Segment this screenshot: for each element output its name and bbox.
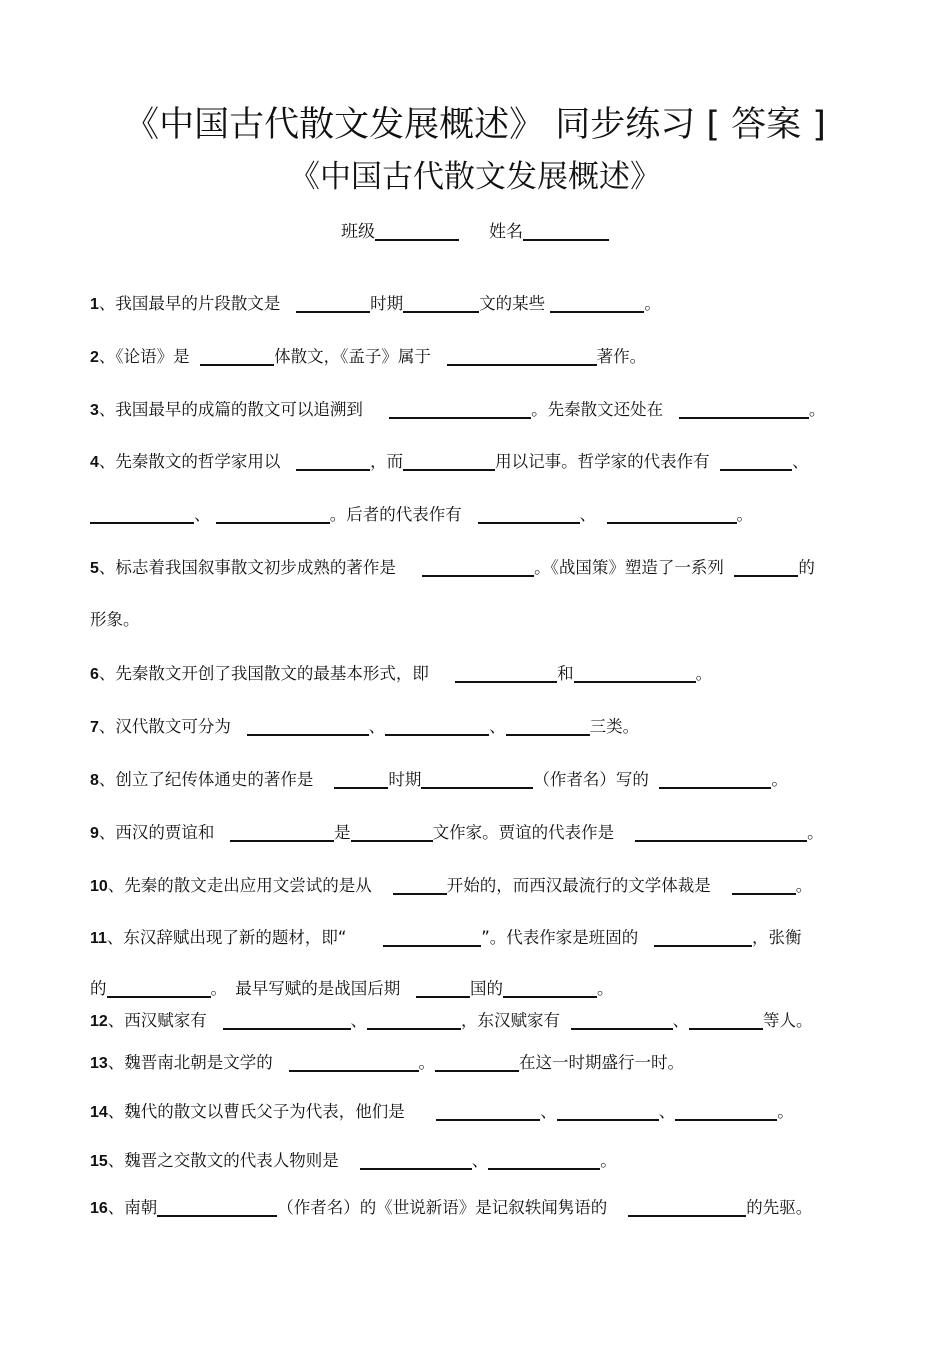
answer-blank[interactable] — [720, 451, 792, 471]
page-title: 《中国古代散文发展概述》 同步练习 [ 答案 ] — [124, 105, 826, 145]
question-text: 等人。 — [763, 1011, 813, 1030]
question-text: 。 — [736, 505, 753, 524]
question-text: 、 — [658, 1102, 676, 1121]
question-2 — [90, 345, 870, 370]
question-1 — [90, 292, 870, 317]
answer-blank[interactable] — [557, 1101, 659, 1121]
question-number: 3 — [90, 402, 99, 419]
question-text: 用以记事。哲学家的代表作有 — [495, 452, 710, 471]
answer-blank[interactable] — [416, 978, 470, 998]
answer-blank[interactable] — [200, 346, 274, 366]
question-text: ，而 — [370, 452, 404, 471]
answer-blank[interactable] — [435, 1052, 519, 1072]
answer-blank[interactable] — [351, 822, 433, 842]
page-subtitle: 《中国古代散文发展概述》 — [289, 159, 661, 195]
question-text: 、东汉辞赋出现了新的题材，即“ — [106, 928, 347, 947]
name-blank[interactable] — [523, 221, 609, 241]
question-text: 三类。 — [589, 717, 640, 736]
question-8 — [90, 768, 870, 793]
question-10 — [90, 874, 870, 899]
question-text: 。 — [808, 400, 826, 419]
question-number: 1 — [90, 296, 99, 313]
question-text: 、 — [672, 1011, 690, 1030]
question-text: 、 — [350, 1011, 368, 1030]
question-text: 、西汉的贾谊和 — [98, 823, 215, 842]
question-text: ”。代表作家是班固的 — [481, 928, 639, 947]
question-text: 、先秦的散文走出应用文尝试的是从 — [107, 876, 372, 895]
question-text: 、汉代散文可分为 — [98, 717, 231, 736]
question-text: 。 — [418, 1053, 436, 1072]
answer-blank[interactable] — [230, 822, 334, 842]
student-info-row — [0, 217, 950, 242]
answer-blank[interactable] — [90, 504, 194, 524]
question-number: 10 — [90, 878, 108, 895]
question-text: 的先驱。 — [746, 1198, 813, 1217]
question-number: 16 — [90, 1200, 108, 1217]
question-text: （作者名）的《世说新语》是记叙轶闻隽语的 — [277, 1198, 608, 1217]
question-text: 。 — [795, 876, 813, 895]
answer-blank[interactable] — [628, 1197, 746, 1217]
answer-blank[interactable] — [574, 663, 696, 683]
question-text: 。后者的代表作有 — [329, 505, 462, 524]
answer-blank[interactable] — [216, 504, 330, 524]
answer-blank[interactable] — [447, 346, 597, 366]
answer-blank[interactable] — [403, 293, 479, 313]
question-number: 11 — [90, 930, 107, 947]
question-14 — [90, 1100, 870, 1125]
answer-blank[interactable] — [223, 1010, 351, 1030]
question-text: 时期 — [370, 294, 404, 313]
answer-blank[interactable] — [571, 1010, 673, 1030]
question-text: 。 — [597, 979, 614, 998]
question-text: 文作家。贾谊的代表作是 — [432, 823, 615, 842]
answer-blank[interactable] — [296, 293, 370, 313]
answer-blank[interactable] — [403, 451, 495, 471]
question-text: 的 — [798, 558, 815, 577]
question-6 — [90, 662, 870, 687]
answer-blank[interactable] — [383, 927, 481, 947]
answer-blank[interactable] — [635, 822, 807, 842]
question-text: 、南朝 — [107, 1198, 158, 1217]
question-3 — [90, 398, 870, 423]
question-text: 。 — [644, 294, 661, 313]
answer-blank[interactable] — [421, 769, 533, 789]
answer-blank[interactable] — [157, 1197, 277, 1217]
answer-blank[interactable] — [478, 504, 580, 524]
question-number: 6 — [90, 666, 99, 683]
question-text: 。 最早写赋的是战国后期 — [210, 979, 401, 998]
question-text: 、魏代的散文以曹氏父子为代表，他们是 — [107, 1102, 405, 1121]
answer-blank[interactable] — [334, 769, 388, 789]
question-text: 的 — [90, 979, 107, 998]
question-number: 4 — [90, 454, 99, 471]
question-text: 、创立了纪传体通史的著作是 — [98, 770, 314, 789]
question-text: 、西汉赋家有 — [107, 1011, 207, 1030]
answer-blank[interactable] — [607, 504, 737, 524]
question-text: 、《论语》是 — [98, 347, 190, 366]
question-text: 。先秦散文还处在 — [531, 400, 664, 419]
class-label: 班级 — [341, 222, 375, 242]
question-number: 5 — [90, 560, 99, 577]
class-blank[interactable] — [375, 221, 459, 241]
answer-blank[interactable] — [436, 1101, 540, 1121]
question-text: 。《战国策》塑造了一系列 — [534, 558, 724, 577]
question-number: 12 — [90, 1013, 108, 1030]
question-text: 。 — [600, 1151, 617, 1170]
question-5 — [90, 556, 870, 581]
answer-blank[interactable] — [107, 978, 211, 998]
answer-blank[interactable] — [679, 399, 809, 419]
question-text: 、 — [194, 505, 211, 524]
answer-blank[interactable] — [503, 978, 597, 998]
answer-blank[interactable] — [360, 1150, 472, 1170]
answer-blank[interactable] — [488, 1150, 600, 1170]
question-text: 、我国最早的成篇的散文可以追溯到 — [98, 400, 363, 419]
answer-blank[interactable] — [659, 769, 771, 789]
answer-blank[interactable] — [455, 663, 557, 683]
answer-blank[interactable] — [734, 557, 798, 577]
question-number: 14 — [90, 1104, 108, 1121]
question-text: 。 — [777, 1102, 794, 1121]
answer-blank[interactable] — [732, 875, 796, 895]
answer-blank[interactable] — [367, 1010, 461, 1030]
question-text: 和 — [557, 664, 574, 683]
answer-blank[interactable] — [675, 1101, 777, 1121]
question-5-continued — [90, 608, 870, 632]
question-text: 形象。 — [90, 610, 140, 629]
question-text: 在这一时期盛行一时。 — [519, 1053, 685, 1072]
question-text: 开始的，而西汉最流行的文学体裁是 — [446, 876, 711, 895]
question-text: ，东汉赋家有 — [461, 1011, 561, 1030]
question-text: 。 — [695, 664, 713, 683]
question-text: 、 — [792, 452, 809, 471]
question-12 — [90, 1009, 870, 1034]
question-text: 、 — [540, 1102, 557, 1121]
question-text: 体散文，《孟子》属于 — [274, 347, 431, 366]
question-text: 、 — [579, 505, 596, 524]
question-15 — [90, 1149, 870, 1174]
question-text: 、先秦散文开创了我国散文的最基本形式，即 — [98, 664, 429, 683]
answer-blank[interactable] — [422, 557, 534, 577]
answer-blank[interactable] — [289, 1052, 419, 1072]
answer-blank[interactable] — [393, 875, 447, 895]
answer-blank[interactable] — [550, 293, 644, 313]
question-text: 、先秦散文的哲学家用以 — [98, 452, 281, 471]
question-text: 时期 — [388, 770, 422, 789]
question-11 — [90, 926, 870, 951]
question-text: 、 — [471, 1151, 489, 1170]
question-text: 、标志着我国叙事散文初步成熟的著作是 — [98, 558, 396, 577]
question-text: ，张衡 — [752, 928, 802, 947]
question-text: 著作。 — [596, 347, 647, 366]
question-number: 8 — [90, 772, 99, 789]
answer-blank[interactable] — [296, 451, 370, 471]
question-number: 2 — [90, 349, 99, 366]
question-number: 7 — [90, 719, 99, 736]
question-number: 15 — [90, 1153, 108, 1170]
question-text: 、魏晋南北朝是文学的 — [107, 1053, 273, 1072]
answer-blank[interactable] — [689, 1010, 763, 1030]
question-9 — [90, 821, 870, 846]
answer-blank[interactable] — [389, 399, 531, 419]
question-7 — [90, 715, 870, 740]
question-text: 。 — [771, 770, 788, 789]
question-text: 、 — [489, 717, 506, 736]
question-11-continued — [90, 977, 870, 1001]
question-text: 文的某些 — [479, 294, 546, 313]
answer-blank[interactable] — [247, 716, 369, 736]
question-text: 、我国最早的片段散文是 — [98, 294, 281, 313]
question-text: （作者名）写的 — [533, 770, 649, 789]
answer-blank[interactable] — [385, 716, 489, 736]
question-13 — [90, 1051, 870, 1076]
question-4-continued — [90, 503, 870, 527]
question-text: 、 — [368, 717, 386, 736]
question-text: 。 — [807, 823, 824, 842]
answer-blank[interactable] — [654, 927, 752, 947]
name-label: 姓名 — [489, 222, 523, 242]
question-number: 9 — [90, 825, 99, 842]
question-number: 13 — [90, 1055, 108, 1072]
question-16 — [90, 1196, 870, 1221]
question-text: 、魏晋之交散文的代表人物则是 — [107, 1151, 339, 1170]
question-text: 国的 — [470, 979, 503, 998]
answer-blank[interactable] — [506, 716, 590, 736]
question-text: 是 — [334, 823, 351, 842]
question-4 — [90, 450, 870, 475]
